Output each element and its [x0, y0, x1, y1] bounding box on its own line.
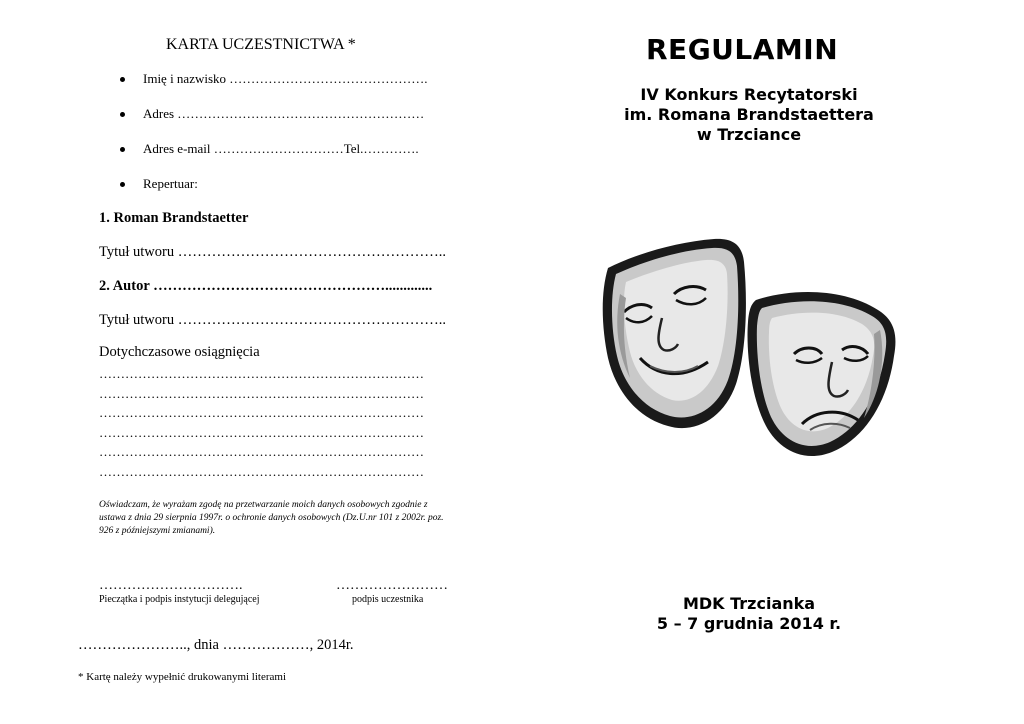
achievements-lines — [99, 364, 424, 482]
date-line: ………………….., dnia ………………, 2014r. — [78, 637, 354, 653]
subtitle-line: im. Romana Brandstaettera — [624, 105, 874, 124]
signature-line-participant: …………………… — [336, 578, 448, 593]
form-title: KARTA UCZESTNICTWA * — [166, 36, 356, 53]
repertoire-label: Repertuar: — [143, 176, 198, 191]
dotted-line: ………………………………………………………………… — [99, 424, 424, 440]
title-field-line-1: Tytuł utworu ……………………………………………….. — [99, 244, 446, 260]
venue-and-dates — [600, 594, 898, 634]
signature-caption-participant: podpis uczestnika — [352, 594, 424, 605]
signature-line-institution: …………………………. — [99, 578, 243, 593]
consent-statement: Oświadczam, że wyrażam zgodę na przetwarzanie moich danych osobowych zgodnie z ustawa z dnia 29 sierpnia 1997r. o ochronie danych osobowych (Dz.U.nr 101 z 2002r. poz. 926 z późniejszymi zmianami). — [99, 500, 444, 536]
dotted-line: ………………………………………………………………… — [99, 444, 424, 460]
name-field-line: Imię i nazwisko ………………………………………. — [143, 71, 428, 86]
bullet-icon — [120, 182, 125, 187]
item2-heading: 2. Autor …………………………………………............. — [99, 278, 433, 294]
title-field-line-2: Tytuł utworu ……………………………………………….. — [99, 312, 446, 328]
left-mask-icon — [603, 239, 746, 428]
contest-subtitle — [600, 85, 898, 145]
theatre-masks-icon — [596, 234, 900, 464]
subtitle-line: w Trzciance — [696, 125, 802, 144]
bullet-icon — [120, 147, 125, 152]
dotted-line: ………………………………………………………………… — [99, 385, 424, 401]
bullet-icon — [120, 77, 125, 82]
achievements-label: Dotychczasowe osiągnięcia — [99, 344, 260, 360]
right-mask-icon — [748, 292, 896, 456]
dotted-line: ………………………………………………………………… — [99, 366, 424, 381]
address-field-line: Adres ………………………………………………… — [143, 106, 425, 121]
footnote: * Kartę należy wypełnić drukowanymi literami — [78, 671, 287, 683]
signature-caption-institution: Pieczątka i podpis instytucji delegującej — [99, 594, 260, 605]
dotted-line: ………………………………………………………………… — [99, 463, 424, 479]
regulations-heading: REGULAMIN — [646, 33, 839, 66]
bullet-icon — [120, 112, 125, 117]
email-phone-field-line: Adres e-mail …………………………Tel.…………. — [143, 141, 419, 156]
venue-line: MDK Trzcianka — [682, 594, 816, 613]
subtitle-line: IV Konkurs Recytatorski — [640, 85, 858, 104]
item1-heading: 1. Roman Brandstaetter — [99, 210, 249, 226]
dates-line: 5 – 7 grudnia 2014 r. — [656, 614, 842, 633]
dotted-line: ………………………………………………………………… — [99, 405, 424, 421]
